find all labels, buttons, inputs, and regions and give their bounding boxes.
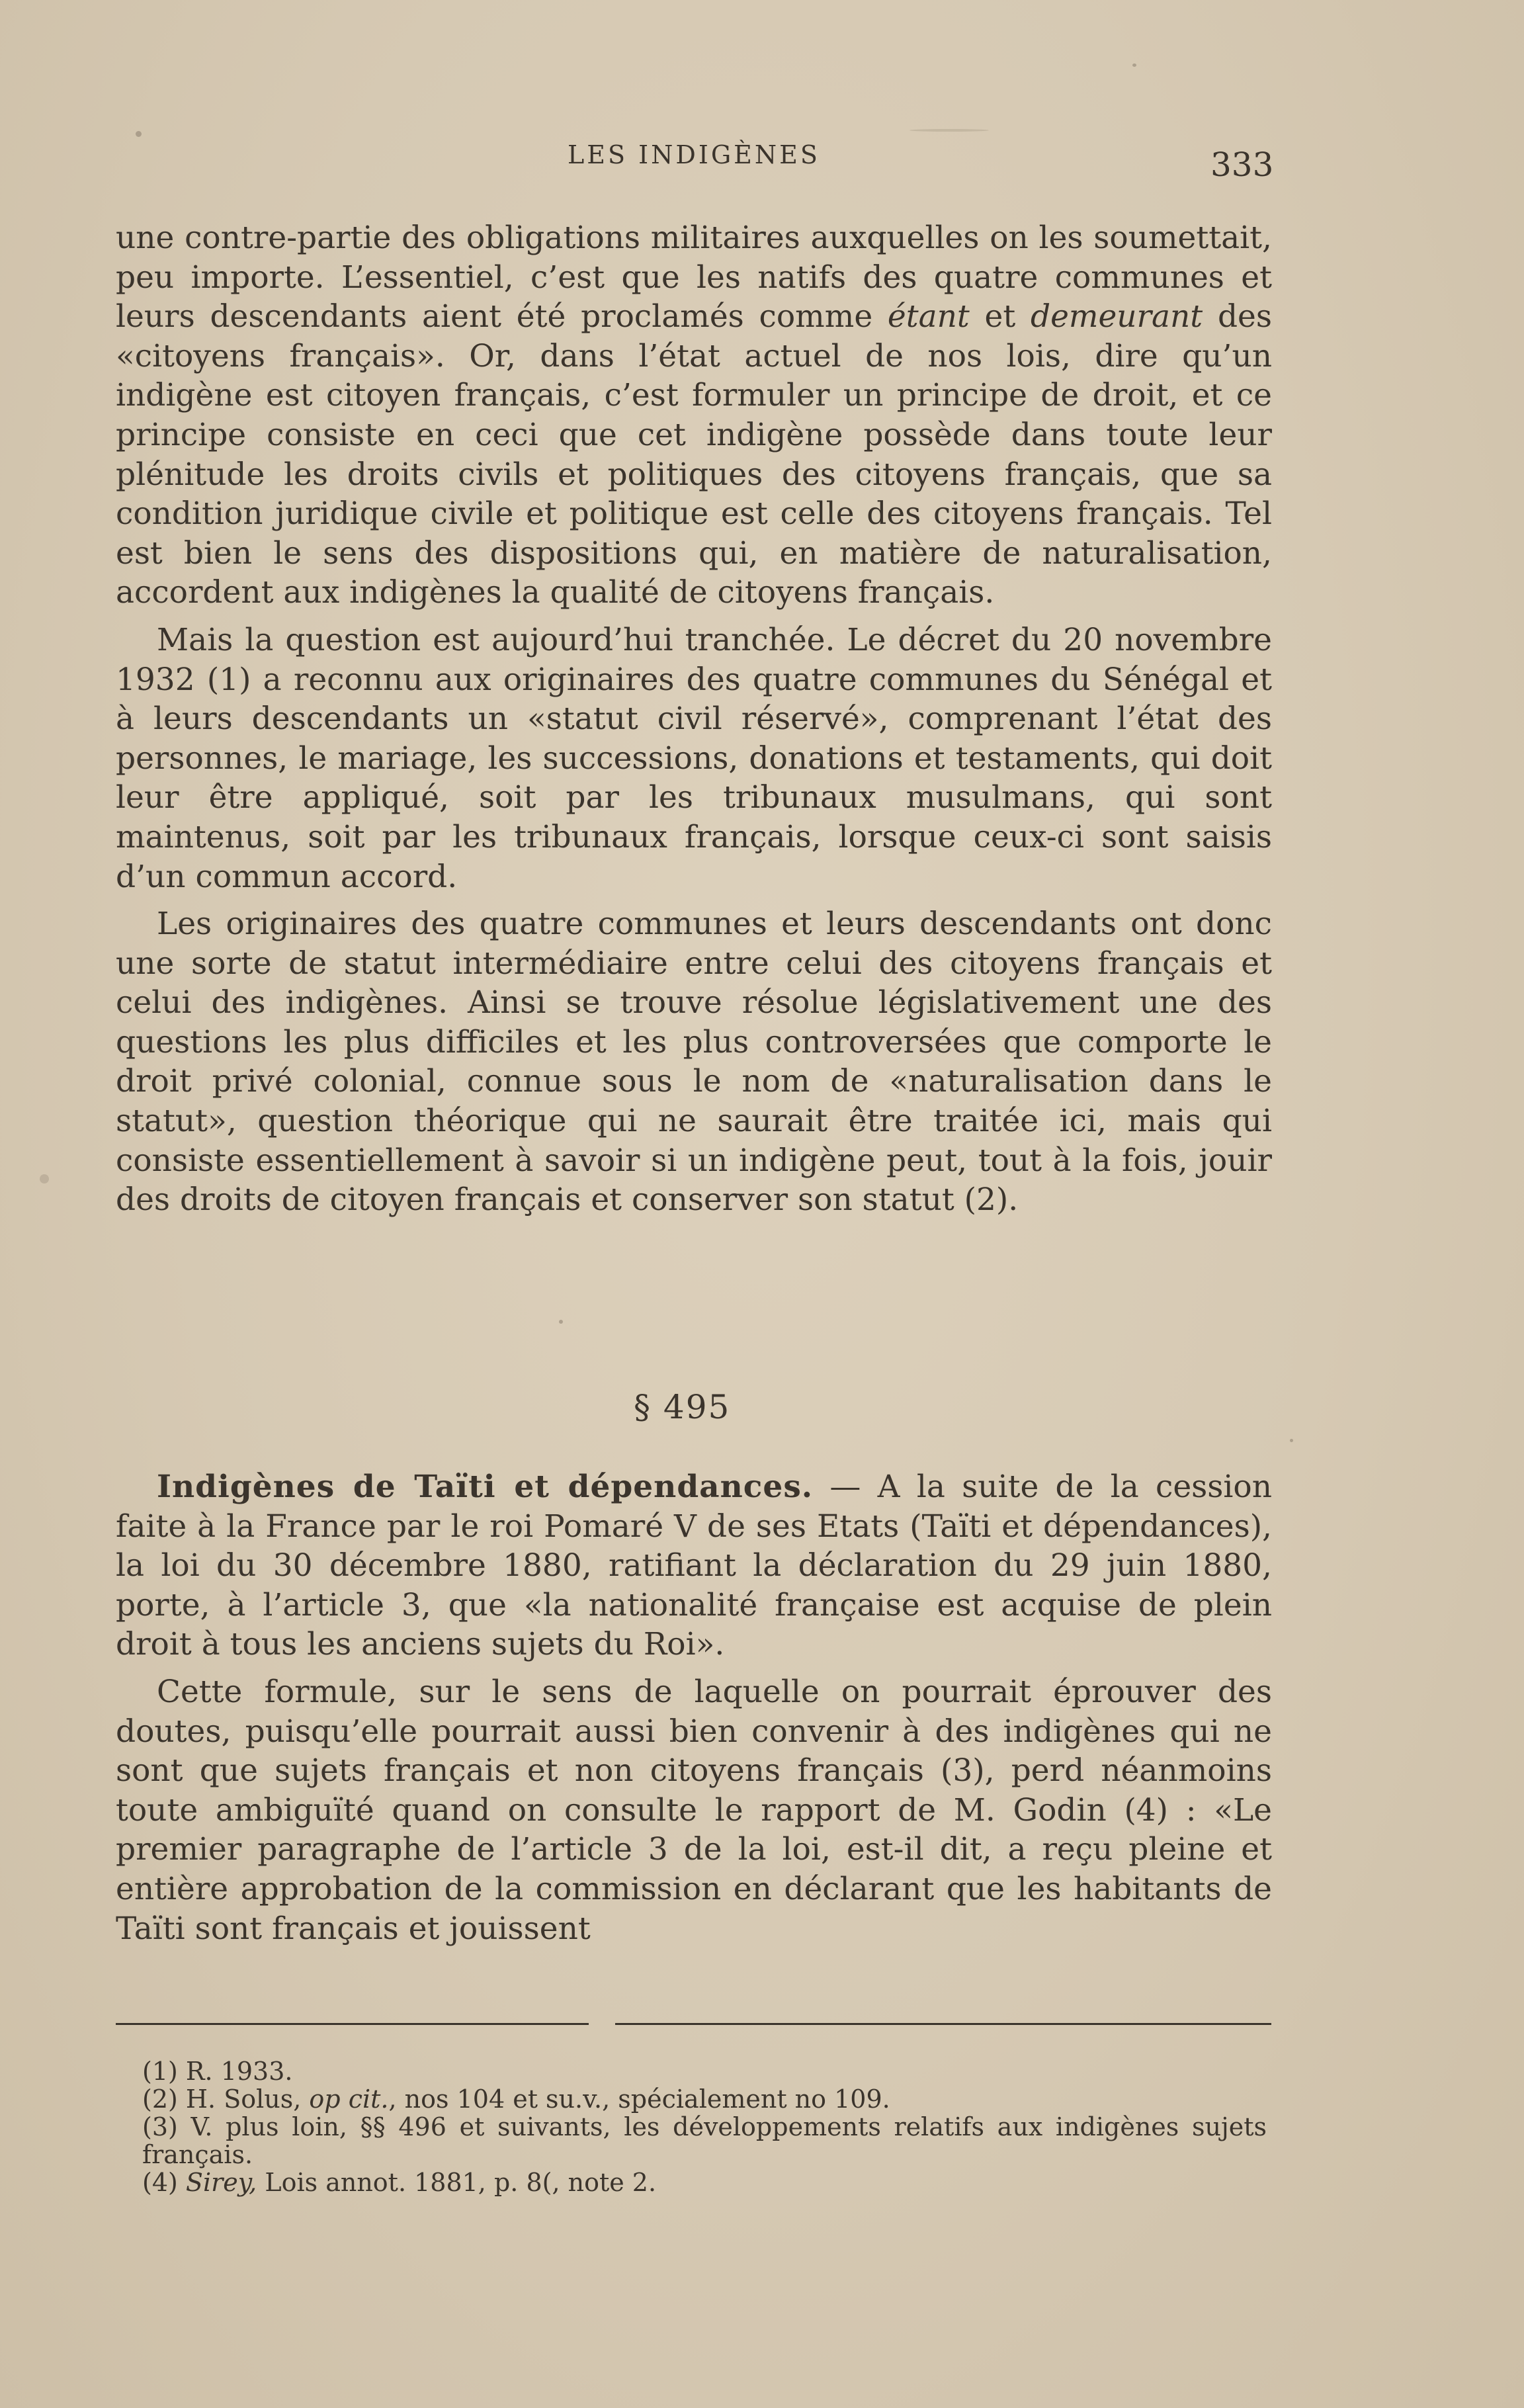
text-run: — A la suite de la cession faite à la France par le roi Pomaré V de ses Etats (Taïti et dépendances), la loi du 30 décembre 1880, ratifiant la déclaration du 29 juin 1880, porte, à l’article 3, que «la nationalité française est acquise de plein droit à tous les anciens sujets du Roi». [116,1469,1272,1663]
text-run: des «citoyens français». Or, dans l’état actuel de nos lois, dire qu’un indigène est citoyen français, c’est formuler un principe de droit, et ce principe consiste en ceci que cet indigène possède dans toute leur plénitude les droits civils et politiques des citoyens français, que sa condition juridique civile et politique est celle des citoyens français. Tel est bien le sens des dispositions qui, en matière de naturalisation, accordent aux indigènes la qualité de citoyens français. [116,298,1272,611]
text-run: une contre-partie des obligations militaires auxquelles on les soumettait, peu importe. L’essentiel, c’est que les natifs des quatre communes et leurs descendants aient été proclamés comme [116,220,1272,335]
body-text-top [116,218,1272,1220]
body-text-section [116,1467,1272,1948]
paragraph: Les originaires des quatre communes et leurs descendants ont donc une sorte de statut intermédiaire entre celui des citoyens français et celui des indigènes. Ainsi se trouve résolue législativement une des questions les plus difficiles et les plus controversées que comporte le droit privé colonial, connue sous le nom de «naturalisation dans le statut», question théorique qui ne saurait être traitée ici, mais qui consiste essentiellement à savoir si un indigène peut, tout à la fois, jouir des droits de citoyen français et conserver son statut (2). [116,906,1272,1219]
footnote-text: , nos 104 et su.v., spécialement no 109. [388,2085,890,2114]
footnote-text: Lois annot. 1881, p. 8(, note 2. [257,2168,657,2197]
footnote-mark: (3) [142,2112,178,2141]
paragraph: Mais la question est aujourd’hui tranchée. Le décret du 20 novembre 1932 (1) a reconnu aux originaires des quatre communes du Sénégal et à leurs descendants un «statut civil réservé», comprenant l’état des personnes, le mariage, les successions, donations et testaments, qui doit leur être appliqué, soit par les tribunaux musulmans, qui sont maintenus, soit par les tribunaux français, lorsque ceux-ci sont saisis d’un commun accord. [116,621,1272,895]
footnote-text: V. plus loin, §§ 496 et suivants, les développements relatifs aux indigènes sujets français. [142,2112,1267,2169]
footnote-3 [142,2113,1267,2169]
footnote-mark: (2) [142,2085,178,2114]
footnote-mark: (1) [142,2057,178,2086]
footnote-2 [142,2085,1267,2113]
footnote-rule [116,2023,589,2025]
page-number: 333 [1210,146,1274,184]
footnote-rule [615,2023,1271,2025]
paper-speck [1290,1439,1293,1442]
paragraph: Cette formule, sur le sens de laquelle on pourrait éprouver des doutes, puisqu’elle pourrait aussi bien convenir à des indigènes qui ne sont que sujets français et non citoyens français (3), perd néanmoins toute ambiguïté quand on consulte le rapport de M. Godin (4) : «Le premier paragraphe de l’article 3 de la loi, est-il dit, a reçu pleine et entière approbation de la commission en déclarant que les habitants de Taïti sont français et jouissent [116,1673,1272,1947]
text-run: et [969,298,1031,335]
section-number: § 495 [634,1388,731,1426]
footnote-4 [142,2169,1267,2196]
paper-speck [136,131,142,137]
footnotes [142,2057,1267,2196]
footnote-1 [142,2057,1267,2085]
footnote-mark: (4) [142,2168,178,2197]
paper-speck [40,1174,49,1183]
section-title: Indigènes de Taïti et dépendances. [157,1469,814,1505]
footnote-italic: op cit. [309,2085,389,2114]
footnote-italic: Sirey, [185,2168,257,2197]
italic-term: demeurant [1031,298,1203,335]
paper-speck [559,1320,563,1324]
paper-speck [1132,64,1136,67]
italic-term: étant [887,298,970,335]
paragraph [116,218,1272,613]
footnote-text: H. Solus, [185,2085,310,2114]
running-title: LES INDIGÈNES [568,140,820,169]
footnote-text: R. 1933. [185,2057,293,2086]
paragraph [116,1467,1272,1664]
paper-speck [910,129,989,132]
